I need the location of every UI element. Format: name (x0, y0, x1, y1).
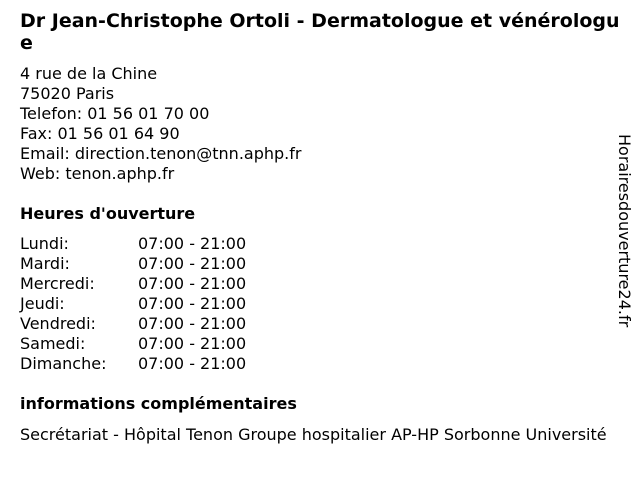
day-label: Lundi: (20, 234, 69, 253)
city-postcode: 75020 Paris (20, 84, 115, 103)
time-range: 07:00 - 21:00 (138, 354, 247, 373)
opening-hours-table (20, 234, 632, 374)
time-range: 07:00 - 21:00 (138, 234, 247, 253)
day-label: Mardi: (20, 254, 70, 273)
hours-row-sunday (20, 354, 632, 374)
phone-number[interactable]: Telefon: 01 56 01 70 00 (20, 104, 210, 123)
day-label: Samedi: (20, 334, 86, 353)
email-address[interactable]: Email: direction.tenon@tnn.aphp.fr (20, 144, 302, 163)
hours-row-saturday (20, 334, 632, 354)
page-title: Dr Jean-Christophe Ortoli - Dermatologue et vénérologue (20, 10, 620, 54)
time-range: 07:00 - 21:00 (138, 274, 247, 293)
day-label: Jeudi: (20, 294, 65, 313)
watermark-text: Horairesdouverture24.fr (615, 134, 634, 328)
time-range: 07:00 - 21:00 (138, 334, 247, 353)
additional-info-text: Secrétariat - Hôpital Tenon Groupe hospitalier AP-HP Sorbonne Université (20, 425, 607, 444)
street-address: 4 rue de la Chine (20, 64, 158, 83)
additional-info-heading: informations complémentaires (20, 394, 297, 413)
day-label: Dimanche: (20, 354, 107, 373)
time-range: 07:00 - 21:00 (138, 294, 247, 313)
fax-number: Fax: 01 56 01 64 90 (20, 124, 180, 143)
address-block (20, 64, 632, 184)
hours-row-friday (20, 314, 632, 334)
hours-row-thursday (20, 294, 632, 314)
day-label: Mercredi: (20, 274, 95, 293)
time-range: 07:00 - 21:00 (138, 254, 247, 273)
hours-row-monday (20, 234, 632, 254)
hours-row-wednesday (20, 274, 632, 294)
opening-hours-heading: Heures d'ouverture (20, 204, 196, 223)
day-label: Vendredi: (20, 314, 96, 333)
site-watermark (608, 134, 638, 344)
listing-content (20, 10, 632, 445)
hours-row-tuesday (20, 254, 632, 274)
time-range: 07:00 - 21:00 (138, 314, 247, 333)
website[interactable]: Web: tenon.aphp.fr (20, 164, 175, 183)
